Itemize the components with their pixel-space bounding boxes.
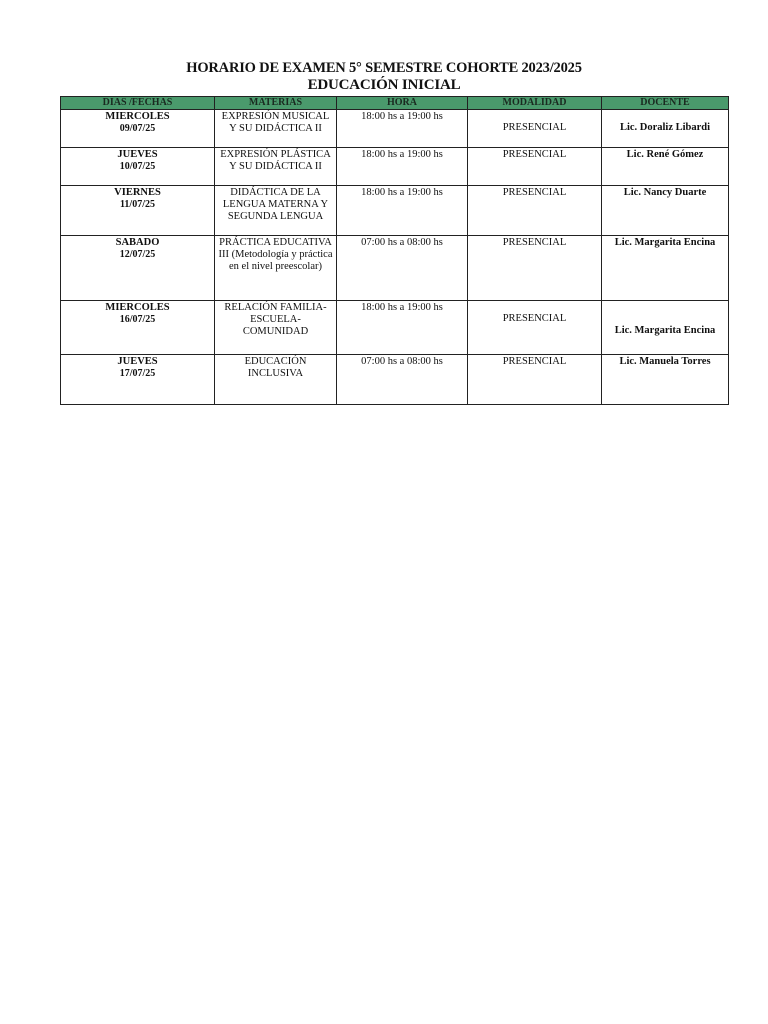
- cell-docente: Lic. Margarita Encina: [602, 301, 729, 355]
- cell-modalidad: PRESENCIAL: [468, 148, 602, 186]
- title-line-1: HORARIO DE EXAMEN 5° SEMESTRE COHORTE 2023/2025: [186, 60, 582, 76]
- cell-materia: [215, 148, 337, 186]
- cell-hora: 18:00 hs a 19:00 hs: [337, 186, 468, 236]
- document-title: [0, 60, 768, 94]
- table-header-row: [61, 97, 729, 110]
- cell-day-date: [61, 355, 215, 405]
- column-header-docente: DOCENTE: [602, 97, 729, 110]
- cell-docente: Lic. Margarita Encina: [602, 236, 729, 301]
- column-header-materias: MATERIAS: [215, 97, 337, 110]
- day-label: JUEVES: [117, 356, 158, 367]
- materia-label: EDUCACIÓN INCLUSIVA: [244, 356, 307, 379]
- cell-materia: [215, 110, 337, 148]
- cell-hora: 18:00 hs a 19:00 hs: [337, 301, 468, 355]
- day-label: MIERCOLES: [105, 302, 170, 313]
- materia-label: EXPRESIÓN MUSICAL Y SU DIDÁCTICA II: [221, 111, 330, 134]
- column-header-modalidad: MODALIDAD: [468, 97, 602, 110]
- cell-day-date: [61, 301, 215, 355]
- exam-schedule-table: [60, 96, 729, 405]
- day-label: VIERNES: [114, 187, 161, 198]
- table-row: [61, 186, 729, 236]
- title-line-2: EDUCACIÓN INICIAL: [307, 77, 461, 93]
- cell-docente: Lic. Nancy Duarte: [602, 186, 729, 236]
- table-row: [61, 148, 729, 186]
- date-label: 10/07/25: [119, 161, 156, 172]
- materia-label: EXPRESIÓN PLÁSTICA Y SU DIDÁCTICA II: [220, 149, 331, 172]
- cell-materia: [215, 301, 337, 355]
- cell-docente: Lic. Doraliz Libardi: [602, 110, 729, 148]
- cell-day-date: [61, 186, 215, 236]
- cell-materia: [215, 355, 337, 405]
- cell-materia: [215, 236, 337, 301]
- cell-hora: 18:00 hs a 19:00 hs: [337, 148, 468, 186]
- cell-day-date: [61, 148, 215, 186]
- cell-hora: 18:00 hs a 19:00 hs: [337, 110, 468, 148]
- cell-modalidad: PRESENCIAL: [468, 110, 602, 148]
- column-header-hora: HORA: [337, 97, 468, 110]
- cell-day-date: [61, 110, 215, 148]
- cell-docente: Lic. René Gómez: [602, 148, 729, 186]
- day-label: MIERCOLES: [105, 111, 170, 122]
- materia-label: PRÁCTICA EDUCATIVA III (Metodología y práctica en el nivel preescolar): [218, 237, 333, 272]
- table-row: [61, 355, 729, 405]
- column-header-dias: DIAS /FECHAS: [61, 97, 215, 110]
- cell-modalidad: PRESENCIAL: [468, 301, 602, 355]
- cell-day-date: [61, 236, 215, 301]
- cell-docente: Lic. Manuela Torres: [602, 355, 729, 405]
- table-row: [61, 301, 729, 355]
- table-row: [61, 236, 729, 301]
- day-label: SABADO: [115, 237, 160, 248]
- cell-hora: 07:00 hs a 08:00 hs: [337, 236, 468, 301]
- date-label: 12/07/25: [119, 249, 156, 260]
- cell-modalidad: PRESENCIAL: [468, 355, 602, 405]
- cell-materia: [215, 186, 337, 236]
- materia-label: DIDÁCTICA DE LA LENGUA MATERNA Y SEGUNDA LENGUA: [222, 187, 329, 222]
- table-row: [61, 110, 729, 148]
- date-label: 17/07/25: [119, 368, 156, 379]
- materia-label: RELACIÓN FAMILIA-ESCUELA-COMUNIDAD: [224, 302, 327, 337]
- cell-modalidad: PRESENCIAL: [468, 186, 602, 236]
- date-label: 11/07/25: [119, 199, 155, 210]
- date-label: 09/07/25: [119, 123, 156, 134]
- day-label: JUEVES: [117, 149, 158, 160]
- date-label: 16/07/25: [119, 314, 156, 325]
- cell-hora: 07:00 hs a 08:00 hs: [337, 355, 468, 405]
- cell-modalidad: PRESENCIAL: [468, 236, 602, 301]
